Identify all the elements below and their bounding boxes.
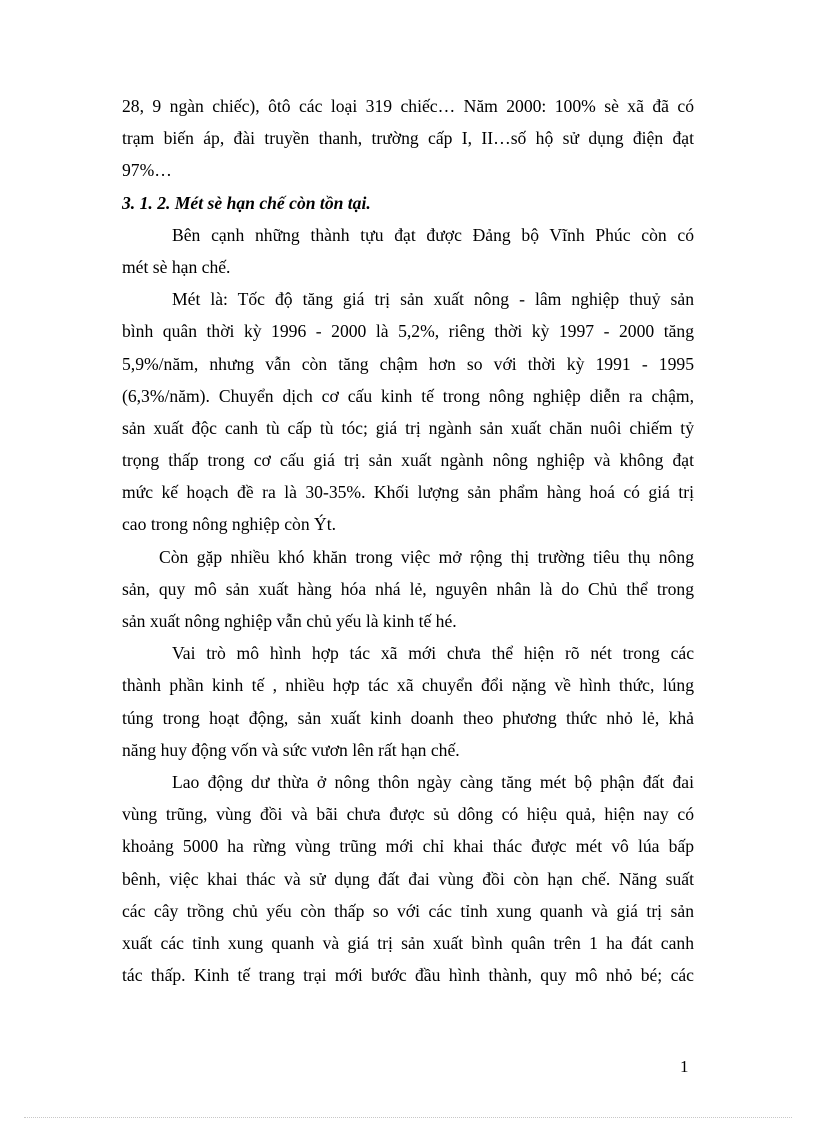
text-line: tác thấp. Kinh tế trang trại mới bước đầu hình thành, quy mô nhỏ bé; các: [122, 965, 694, 986]
text-line: Lao động dư thừa ở nông thôn ngày càng tăng mét bộ phận đất đai: [172, 771, 694, 792]
text-line: vùng trũng, vùng đồi và bãi chưa được sủ dông có hiệu quả, hiện nay có: [122, 804, 694, 825]
text-line: bình quân thời kỳ 1996 - 2000 là 5,2%, riêng thời kỳ 1997 - 2000 tăng: [122, 321, 694, 342]
page-bottom-rule: [24, 1117, 792, 1118]
text-line: các cây trồng chủ yếu còn thấp so với các tỉnh xung quanh và giá trị sản: [122, 900, 694, 921]
text-line: Bên cạnh những thành tựu đạt được Đảng bộ Vĩnh Phúc còn có: [172, 224, 694, 245]
section-heading: 3. 1. 2. Mét sè hạn chế còn tồn tại.: [122, 192, 371, 213]
text-line: Vai trò mô hình hợp tác xã mới chưa thể hiện rõ nét trong các: [172, 643, 694, 664]
text-line: 97%…: [122, 160, 172, 181]
text-line: trạm biến áp, đài truyền thanh, trường cấp I, II…số hộ sử dụng điện đạt: [122, 128, 694, 149]
text-line: cao trong nông nghiệp còn Ýt.: [122, 514, 337, 535]
text-line: khoảng 5000 ha rừng vùng trũng mới chỉ khai thác được mét vô lúa bấp: [122, 836, 694, 857]
text-line: Mét là: Tốc độ tăng giá trị sản xuất nông - lâm nghiệp thuỷ sản: [172, 289, 694, 310]
body-text: [122, 90, 694, 991]
text-line: bênh, việc khai thác và sử dụng đất đai vùng đồi còn hạn chế. Năng suất: [122, 868, 694, 889]
text-line: xuất các tỉnh xung quanh và giá trị sản xuất bình quân trên 1 ha đát canh: [122, 932, 694, 953]
text-line: túng trong hoạt động, sản xuất kinh doanh theo phương thức nhỏ lẻ, khả: [122, 707, 694, 728]
text-line: 5,9%/năm, nhưng vẫn còn tăng chậm hơn so với thời kỳ 1991 - 1995: [122, 353, 694, 374]
text-line: năng huy động vốn và sức vươn lên rất hạn chế.: [122, 739, 460, 760]
text-line: (6,3%/năm). Chuyển dịch cơ cấu kinh tế trong nông nghiệp diễn ra chậm,: [122, 385, 694, 406]
text-line: mét sè hạn chế.: [122, 256, 231, 277]
text-line: sản xuất nông nghiệp vẫn chủ yếu là kinh tế hé.: [122, 611, 457, 631]
text-line: Còn gặp nhiều khó khăn trong việc mở rộng thị trường tiêu thụ nông: [159, 546, 694, 567]
text-line: thành phần kinh tế , nhiều hợp tác xã chuyển đổi nặng về hình thức, lúng: [122, 675, 694, 696]
text-line: trọng thấp trong cơ cấu giá trị sản xuất ngành nông nghiệp và không đạt: [122, 450, 694, 471]
text-line: mức kế hoạch đề ra là 30-35%. Khối lượng sản phẩm hàng hoá có giá trị: [122, 482, 694, 503]
page-number: 1: [680, 1057, 689, 1076]
text-line: sản xuất độc canh tù cấp tù tóc; giá trị ngành sản xuất chăn nuôi chiếm tỷ: [122, 417, 694, 438]
text-line: 28, 9 ngàn chiếc), ôtô các loại 319 chiếc… Năm 2000: 100% sè xã đã có: [122, 96, 694, 116]
text-line: sản, quy mô sản xuất hàng hóa nhá lẻ, nguyên nhân là do Chủ thể trong: [122, 578, 694, 599]
